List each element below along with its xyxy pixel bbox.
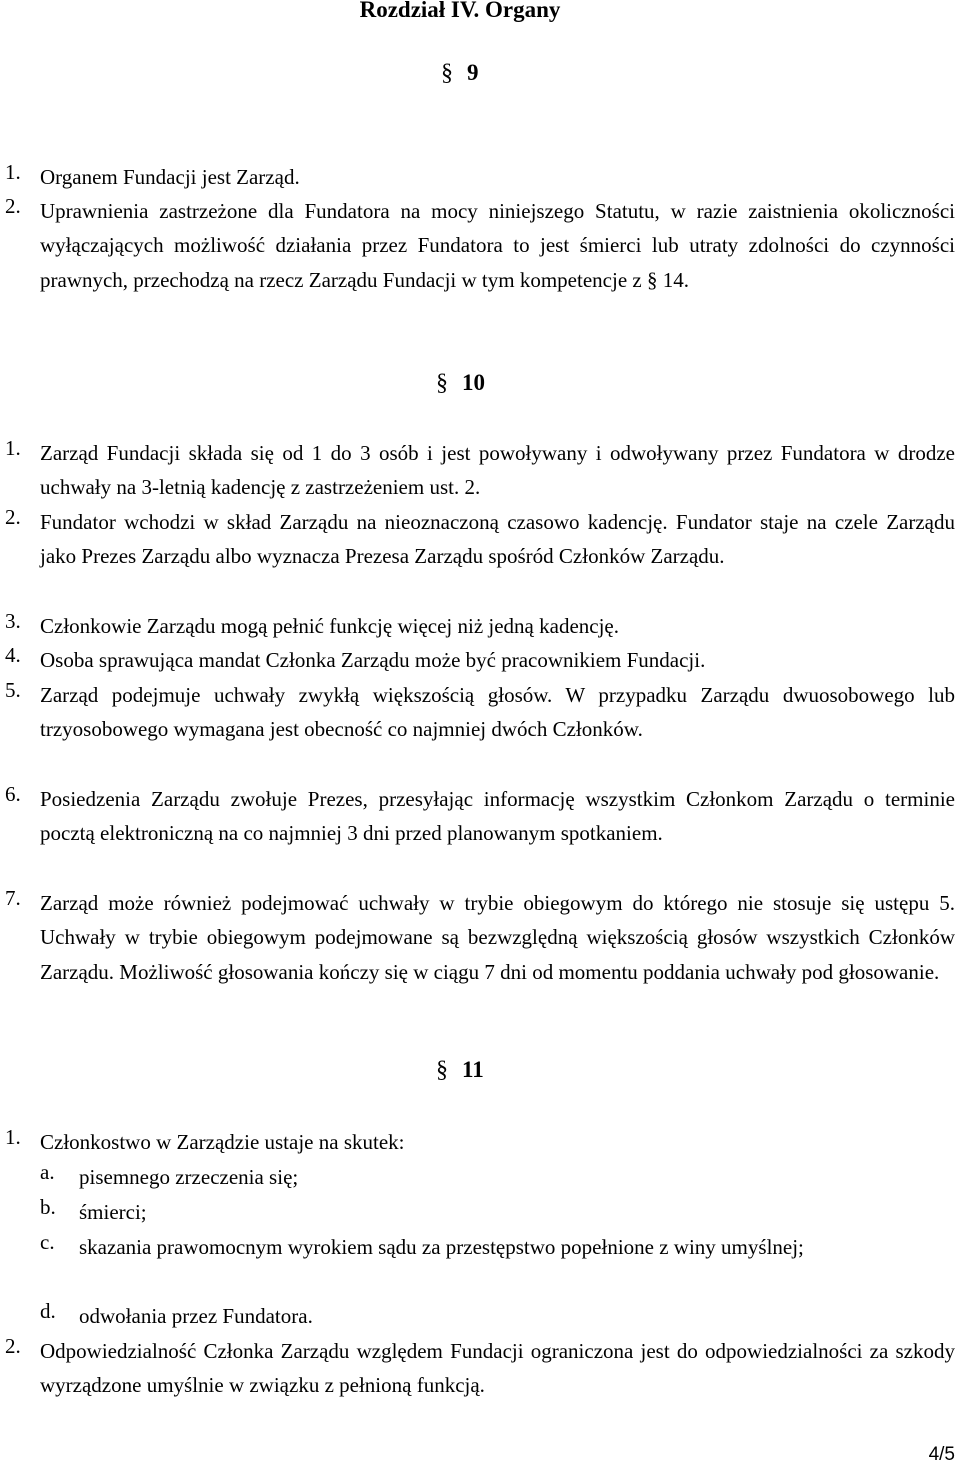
item-number: 7. — [5, 886, 21, 910]
item-text: Zarząd podejmuje uchwały zwykłą większością głosów. W przypadku Zarządu dwuosobowego lub trzyosobowego wymagana jest obecność co najmniej dwóch Członków. — [40, 683, 955, 742]
item-text: Organem Fundacji jest Zarząd. — [40, 165, 300, 189]
item-letter: d. — [40, 1299, 56, 1323]
list-item — [0, 436, 955, 505]
list-item — [0, 160, 955, 194]
item-number: 1. — [5, 1125, 21, 1149]
item-number: 1. — [5, 436, 21, 460]
item-text: Zarząd może również podejmować uchwały w trybie obiegowym do którego nie stosuje się ustępu 5. Uchwały w trybie obiegowym podejmowane są bezwzględną większością głosów wszystkich Członków Zarządu. Możliwość głosowania kończy się w ciągu 7 dni od momentu poddania uchwały pod głosowanie. — [40, 891, 955, 984]
section-number: 10 — [462, 370, 485, 395]
item-text: Fundator wchodzi w skład Zarządu na nieoznaczoną czasowo kadencję. Fundator staje na czele Zarządu jako Prezes Zarządu albo wyznacza Prezesa Zarządu spośród Członków Zarządu. — [40, 510, 955, 569]
item-text: Zarząd Fundacji składa się od 1 do 3 osób i jest powoływany i odwoływany przez Fundatora w drodze uchwały na 3-letnią kadencję z zastrzeżeniem ust. 2. — [40, 441, 955, 500]
list-item — [0, 1334, 955, 1403]
item-number: 4. — [5, 643, 21, 667]
sub-list-item — [40, 1230, 955, 1264]
item-text: odwołania przez Fundatora. — [79, 1304, 313, 1328]
item-text: skazania prawomocnym wyrokiem sądu za przestępstwo popełnione z winy umyślnej; — [79, 1235, 804, 1259]
list-item — [0, 643, 955, 677]
item-text: Osoba sprawująca mandat Członka Zarządu może być pracownikiem Fundacji. — [40, 648, 706, 672]
item-text: Uprawnienia zastrzeżone dla Fundatora na mocy niniejszego Statutu, w razie zaistnienia okoliczności wyłączających możliwość działania przez Fundatora to jest śmierci lub utraty zdolności do czynności prawnych, przechodzą na rzecz Zarządu Fundacji w tym kompetencje z § 14. — [40, 199, 955, 292]
list-item — [0, 609, 955, 643]
section-heading-10 — [436, 370, 485, 397]
sub-list-item — [40, 1195, 955, 1229]
item-text: Posiedzenia Zarządu zwołuje Prezes, przesyłając informację wszystkim Członkom Zarządu o terminie pocztą elektroniczną na co najmniej 3 dni przed planowanym spotkaniem. — [40, 787, 955, 846]
item-text: śmierci; — [79, 1200, 147, 1224]
item-letter: b. — [40, 1195, 56, 1219]
section-sign: § — [441, 60, 453, 86]
item-text: pisemnego zrzeczenia się; — [79, 1165, 299, 1189]
item-text: Członkostwo w Zarządzie ustaje na skutek: — [40, 1130, 405, 1154]
list-item — [0, 505, 955, 574]
sub-list-item — [40, 1160, 955, 1194]
list-item — [0, 1125, 955, 1159]
sub-list-item — [40, 1299, 955, 1333]
item-number: 2. — [5, 1334, 21, 1358]
section-sign: § — [436, 370, 448, 396]
item-number: 2. — [5, 505, 21, 529]
section-heading-9 — [441, 60, 479, 87]
item-text: Członkowie Zarządu mogą pełnić funkcję więcej niż jedną kadencję. — [40, 614, 619, 638]
section-number: 11 — [462, 1057, 484, 1082]
page-number: 4/5 — [928, 1444, 955, 1465]
item-number: 5. — [5, 678, 21, 702]
list-item — [0, 678, 955, 747]
item-number: 3. — [5, 609, 21, 633]
section-sign: § — [436, 1057, 448, 1083]
list-item — [0, 782, 955, 851]
section-number: 9 — [467, 60, 479, 85]
section-heading-11 — [436, 1057, 484, 1084]
item-letter: c. — [40, 1230, 55, 1254]
list-item — [0, 886, 955, 989]
chapter-title: Rozdział IV. Organy — [359, 0, 561, 22]
item-letter: a. — [40, 1160, 55, 1184]
list-item — [0, 194, 955, 297]
item-text: Odpowiedzialność Członka Zarządu względem Fundacji ograniczona jest do odpowiedzialności za szkody wyrządzone umyślnie w związku z pełnioną funkcją. — [40, 1339, 955, 1398]
item-number: 6. — [5, 782, 21, 806]
item-number: 1. — [5, 160, 21, 184]
item-number: 2. — [5, 194, 21, 218]
